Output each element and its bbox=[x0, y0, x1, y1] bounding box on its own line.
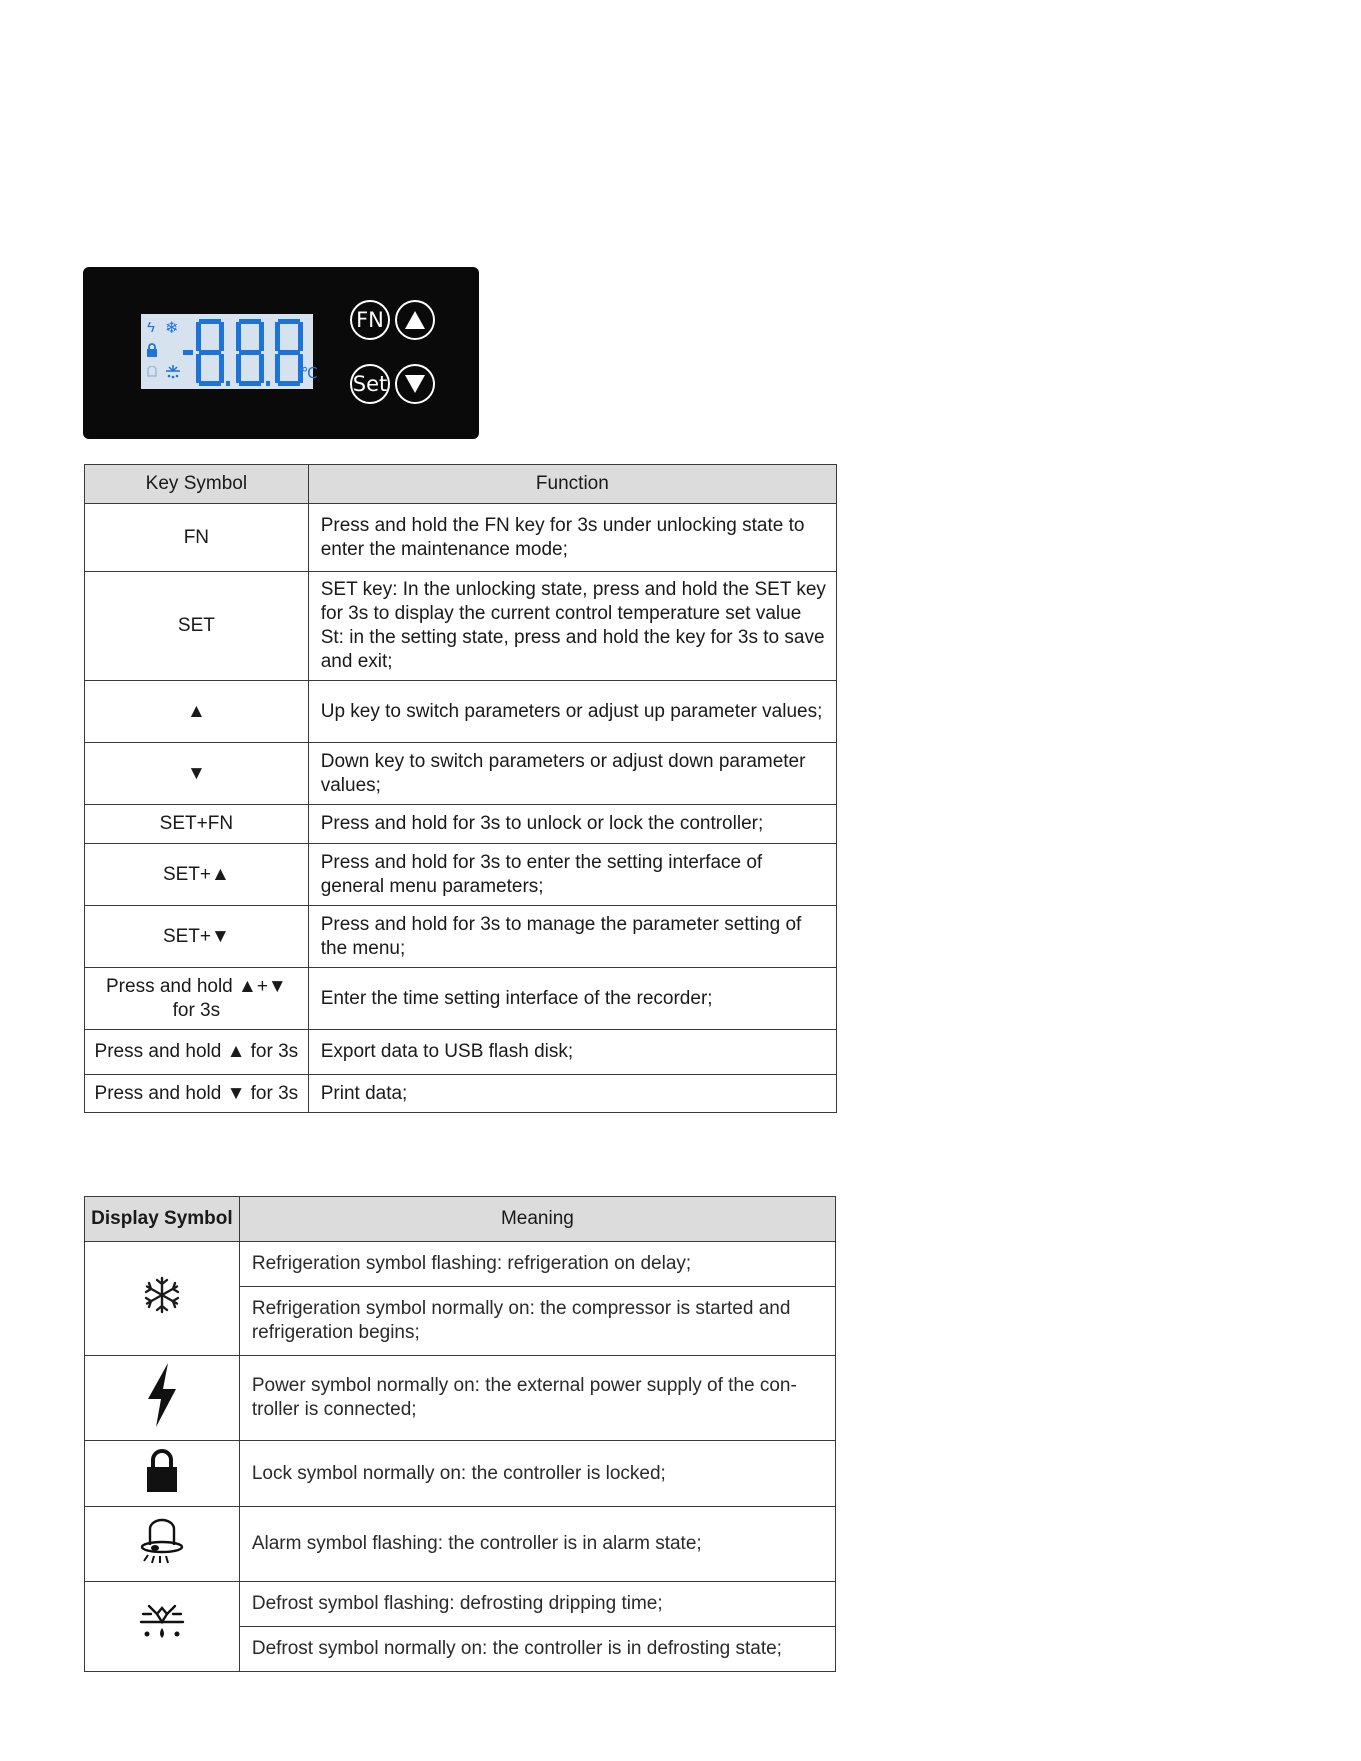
table-row bbox=[85, 805, 837, 844]
table-row bbox=[85, 743, 837, 805]
key-cell: SET+FN bbox=[85, 805, 309, 844]
down-arrow-icon bbox=[404, 374, 426, 394]
key-cell: Press and hold ▲ for 3s bbox=[85, 1030, 309, 1075]
function-cell: Press and hold for 3s to enter the setting interface of general menu parameters; bbox=[308, 844, 836, 906]
table-row bbox=[85, 681, 837, 743]
header-function: Function bbox=[308, 465, 836, 504]
fn-key[interactable] bbox=[350, 300, 390, 340]
lightning-icon bbox=[142, 1363, 182, 1427]
lcd-unit-label: ℃ bbox=[301, 364, 318, 382]
snowflake-icon bbox=[142, 1275, 182, 1315]
key-cell: Press and hold ▼ for 3s bbox=[85, 1075, 309, 1113]
fn-key-label: FN bbox=[356, 308, 384, 332]
set-key-label: Set bbox=[352, 372, 388, 396]
symbol-cell bbox=[85, 1356, 240, 1441]
lcd-power-icon: ϟ bbox=[147, 319, 155, 336]
table-header-row bbox=[85, 465, 837, 504]
function-cell: Press and hold the FN key for 3s under unlocking state to enter the maintenance mode; bbox=[308, 504, 836, 572]
lcd-snowflake-icon: ❄ bbox=[165, 320, 179, 337]
lcd-display bbox=[141, 314, 318, 389]
lcd-defrost-icon bbox=[164, 364, 182, 380]
table-row bbox=[85, 844, 837, 906]
symbol-cell bbox=[85, 1441, 240, 1507]
symbol-cell bbox=[85, 1242, 240, 1356]
meaning-cell: Refrigeration symbol flashing: refrigeration on delay; bbox=[239, 1242, 835, 1287]
key-cell: SET bbox=[85, 572, 309, 681]
symbol-cell bbox=[85, 1582, 240, 1672]
lock-icon bbox=[145, 1448, 179, 1492]
symbol-cell bbox=[85, 1507, 240, 1582]
table-row bbox=[85, 968, 837, 1030]
key-cell: ▲ bbox=[85, 681, 309, 743]
key-cell: FN bbox=[85, 504, 309, 572]
lcd-status-icons bbox=[143, 320, 187, 384]
function-cell: Print data; bbox=[308, 1075, 836, 1113]
table-row bbox=[85, 1030, 837, 1075]
table-header-row bbox=[85, 1197, 836, 1242]
table-row bbox=[85, 1507, 836, 1582]
meaning-cell: Alarm symbol flashing: the controller is in alarm state; bbox=[239, 1507, 835, 1582]
function-cell: Enter the time setting interface of the recorder; bbox=[308, 968, 836, 1030]
meaning-cell: Defrost symbol flashing: defrosting dripping time; bbox=[239, 1582, 835, 1627]
lcd-lock-icon bbox=[146, 343, 158, 357]
display-symbol-table bbox=[84, 1196, 836, 1672]
lcd-seven-segment-digits bbox=[183, 317, 313, 389]
function-cell: Export data to USB flash disk; bbox=[308, 1030, 836, 1075]
key-cell: Press and hold ▲+▼ for 3s bbox=[85, 968, 309, 1030]
up-arrow-icon bbox=[404, 310, 426, 330]
key-cell: SET+▼ bbox=[85, 906, 309, 968]
table-row bbox=[85, 906, 837, 968]
alarm-bell-icon bbox=[136, 1515, 188, 1567]
key-cell: SET+▲ bbox=[85, 844, 309, 906]
table-row bbox=[85, 1242, 836, 1287]
table-row bbox=[85, 1075, 837, 1113]
key-function-table bbox=[84, 464, 837, 1113]
lcd-alarm-icon bbox=[146, 366, 158, 378]
header-key-symbol: Key Symbol bbox=[85, 465, 309, 504]
down-key[interactable] bbox=[395, 364, 435, 404]
table-row bbox=[85, 1441, 836, 1507]
function-cell: Down key to switch parameters or adjust down parameter values; bbox=[308, 743, 836, 805]
key-cell: ▼ bbox=[85, 743, 309, 805]
table-row bbox=[85, 504, 837, 572]
table-row bbox=[85, 572, 837, 681]
function-cell: Up key to switch parameters or adjust up parameter values; bbox=[308, 681, 836, 743]
meaning-cell: Lock symbol normally on: the controller is locked; bbox=[239, 1441, 835, 1507]
up-key[interactable] bbox=[395, 300, 435, 340]
meaning-cell: Defrost symbol normally on: the controller is in defrosting state; bbox=[239, 1627, 835, 1672]
table-row bbox=[85, 1356, 836, 1441]
meaning-cell: Power symbol normally on: the external power supply of the con-troller is connected; bbox=[239, 1356, 835, 1441]
header-meaning: Meaning bbox=[239, 1197, 835, 1242]
header-display-symbol: Display Symbol bbox=[85, 1197, 240, 1242]
table-row bbox=[85, 1582, 836, 1627]
set-key[interactable] bbox=[350, 364, 390, 404]
function-cell: Press and hold for 3s to manage the parameter setting of the menu; bbox=[308, 906, 836, 968]
defrost-icon bbox=[137, 1600, 187, 1646]
function-cell: SET key: In the unlocking state, press and hold the SET key for 3s to display the current control temperature set value St: in the setting state, press and hold the key for 3s to save and exit; bbox=[308, 572, 836, 681]
meaning-cell: Refrigeration symbol normally on: the compressor is started and refrigeration begins; bbox=[239, 1287, 835, 1356]
function-cell: Press and hold for 3s to unlock or lock the controller; bbox=[308, 805, 836, 844]
controller-panel bbox=[83, 267, 479, 439]
